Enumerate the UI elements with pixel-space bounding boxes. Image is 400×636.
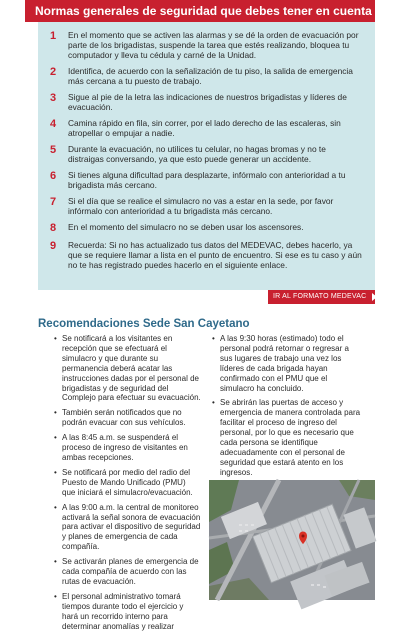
recommendations-right-column (212, 334, 362, 483)
rule-text: En el momento que se activen las alarmas y se dé la orden de evacuación por parte de los brigadistas, suspende la tarea que estés realizando, bloquea tu computador y lleva tu cédula y carné de la Unidad. (68, 30, 359, 61)
list-item: • Se activarán planes de emergencia de cada compañía de acuerdo con las rutas de evacuación. (54, 557, 201, 587)
list-item: • Se notificará a los visitantes en recepción que se efectuará el simulacro y que durante su permanencia deberá acatar las instrucciones dadas por el personal de brigadistas y de seguridad del Complejo para efectuar su evacuación. (54, 334, 201, 403)
arrow-right-icon (372, 293, 377, 301)
rule-number: 9 (50, 240, 57, 252)
list-item: • Se notificará por medio del radio del Puesto de Mando Unificado (PMU) que iniciará el simulacro/evacuación. (54, 468, 201, 498)
rule-number: 5 (50, 144, 57, 156)
rule-number: 2 (50, 66, 57, 78)
list-item: • También serán notificados que no podrán evacuar con sus vehículos. (54, 408, 201, 428)
rule-text: Recuerda: Si no has actualizado tus datos del MEDEVAC, debes hacerlo, ya que se requiere llamar a lista en el punto de encuentro. Si ese es tu caso y aún no te has registrado puedes hacerlo en el siguiente enlace. (68, 240, 362, 271)
rule-text: Si el día que se realice el simulacro no vas a estar en la sede, por favor infórmalo con anterioridad a tu brigadista más cercano. (68, 196, 334, 217)
medevac-form-link-label: IR AL FORMATO MEDEVAC (273, 293, 367, 300)
rule-text: Sigue al pie de la letra las indicaciones de nuestros brigadistas y líderes de evacuación. (68, 92, 347, 113)
rule-number: 4 (50, 118, 57, 130)
list-item: • Se abrirán las puertas de acceso y emergencia de manera controlada para facilitar el proceso de ingreso del personal, por lo que es necesario que cada persona se identifique adecuadamente con el personal de seguridad que estará atento en los ingresos. (212, 398, 362, 477)
rule-number: 6 (50, 170, 57, 182)
page-title: Normas generales de seguridad que debes tener en cuenta (25, 0, 375, 22)
recommendations-left-column (54, 334, 201, 636)
satellite-map-image (209, 480, 375, 600)
rule-text: Durante la evacuación, no utilices tu celular, no hagas bromas y no te distraigas conversando, ya que esto puede generar un accidente. (68, 144, 326, 165)
list-item: • A las 9:30 horas (estimado) todo el personal podrá retornar o regresar a sus lugares de trabajo una vez los líderes de cada brigada hayan confirmado con el PMU que el simulacro ha concluido. (212, 334, 362, 393)
list-item: • A las 9:00 a.m. la central de monitoreo activará la señal sonora de evacuación para activar el dispositivo de seguridad y planes de emergencia de cada compañía. (54, 503, 201, 553)
rules-panel (38, 22, 375, 290)
rule-number: 3 (50, 92, 57, 104)
rule-text: Identifica, de acuerdo con la señalización de tu piso, la salida de emergencia más cercana a tu puesto de trabajo. (68, 66, 353, 87)
rule-number: 8 (50, 222, 57, 234)
rule-text: Si tienes alguna dificultad para desplazarte, infórmalo con anterioridad a tu brigadista más cercano. (68, 170, 346, 191)
rule-number: 1 (50, 30, 57, 42)
rule-number: 7 (50, 196, 57, 208)
rule-text: Camina rápido en fila, sin correr, por el lado derecho de las escaleras, sin atropellar o empujar a nadie. (68, 118, 341, 139)
site-satellite-map (209, 480, 375, 600)
list-item: • El personal administrativo tomará tiempos durante todo el ejercicio y hará un recorrido interno para determinar anomalías y realizar (54, 592, 201, 632)
list-item: • A las 8:45 a.m. se suspenderá el proceso de ingreso de visitantes en ambas recepciones. (54, 433, 201, 463)
medevac-form-link-button[interactable] (268, 290, 375, 304)
recommendations-title: Recomendaciones Sede San Cayetano (38, 318, 250, 330)
rule-text: En el momento del simulacro no se deben usar los ascensores. (68, 222, 304, 232)
